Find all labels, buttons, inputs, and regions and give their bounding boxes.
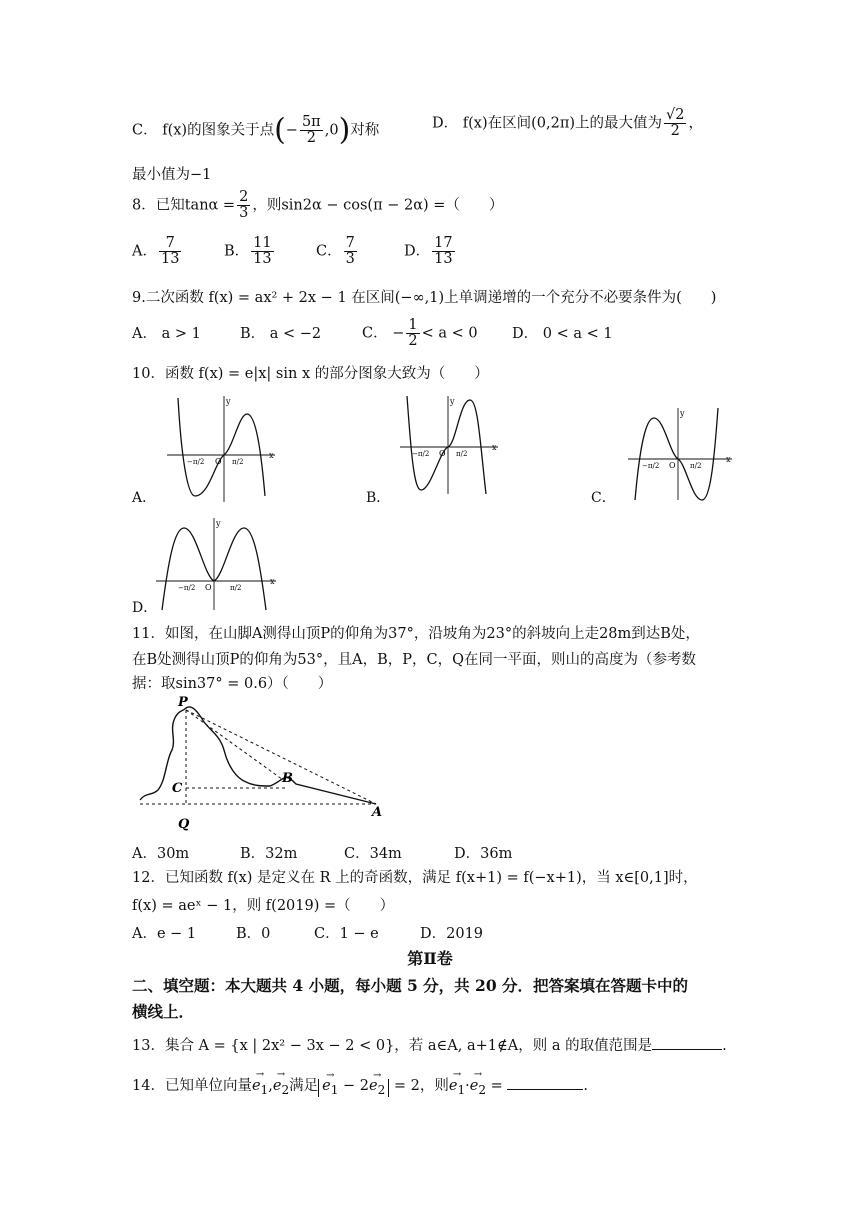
- q11-line3: 据：取sin37° = 0.6）（ ）: [132, 676, 333, 692]
- q7-c-point-frac: [300, 115, 323, 146]
- q7-c-text-post: 对称: [350, 122, 380, 139]
- option-label: C．: [362, 325, 388, 342]
- dashed-pb: [186, 710, 286, 782]
- option-frac: [406, 318, 419, 349]
- origin-label: O: [669, 461, 676, 470]
- axis-x-label: x: [726, 455, 731, 464]
- q10-graph-a: [165, 392, 280, 504]
- q12-option-c: C．1 − e: [314, 926, 379, 942]
- tick-pos: π/2: [230, 584, 242, 592]
- frac-num: 7: [345, 235, 355, 251]
- axis-x-label: x: [269, 451, 274, 460]
- q12-line1: 12．已知函数 f(x) 是定义在 R 上的奇函数，满足 f(x+1) = f(−x+1)，当 x∈[0,1]时，: [132, 870, 698, 886]
- tick-pos: π/2: [232, 458, 244, 466]
- frac-den: 13: [253, 251, 272, 268]
- option-label: A．: [132, 243, 157, 260]
- q8-option-b: [224, 236, 316, 267]
- frac-den: 2: [408, 333, 418, 350]
- axis-y-label: y: [680, 409, 685, 418]
- q14-text-post: =: [490, 1078, 508, 1094]
- frac-num: 1: [408, 317, 418, 333]
- axis-x-label: x: [270, 577, 275, 586]
- option-label: B．: [224, 243, 250, 260]
- q12-options: [132, 922, 483, 943]
- tick-pos: π/2: [456, 450, 468, 458]
- q9-option-c: C． − $\frac{1}{2}$ < a < 0: [362, 317, 478, 350]
- origin-label: O: [439, 449, 446, 458]
- option-frac: [344, 236, 357, 267]
- q8-stem: [132, 190, 503, 221]
- axis-x-label: x: [492, 443, 497, 452]
- option-frac: [432, 236, 454, 267]
- curve: [407, 396, 486, 494]
- q8-tan-frac: [237, 190, 250, 221]
- paren-left: (: [274, 112, 286, 148]
- q10-graph-d: [152, 514, 280, 612]
- label-q: Q: [178, 817, 190, 832]
- label-c: C: [172, 781, 183, 796]
- axis-y-label: y: [450, 397, 455, 406]
- q8-options: [132, 236, 457, 267]
- frac-den: 2: [306, 130, 316, 147]
- paren-right: ): [338, 112, 351, 148]
- q14-end: .: [583, 1078, 589, 1094]
- origin-label: O: [205, 583, 212, 592]
- section-heading-2: 横线上．: [132, 1002, 195, 1021]
- q10-graph-c: [626, 404, 736, 502]
- q9-option-d: D． 0 < a < 1: [512, 325, 613, 342]
- frac-den: 3: [345, 251, 355, 268]
- q8-stem-post: ，则sin2α − cos(π − 2α) =（ ）: [252, 197, 504, 214]
- q7-d-max-frac: [664, 108, 686, 139]
- curve: [635, 408, 718, 500]
- q14-answer-blank[interactable]: [507, 1088, 583, 1090]
- q10-graph-b: [398, 392, 502, 496]
- q14: 14．已知单位向量→ $e_1,\to e_2$满足→ $e_1 - 2\to e_2 = 2$，则→ $e_1\cdot\to e_2$ = .: [132, 1074, 588, 1097]
- q7-option-c: C． f(x)的图象关于点(− $\frac{5\pi}{2}$ ,0)对称: [132, 112, 380, 148]
- q10-stem: 10．函数 f(x) = e|x| sin x 的部分图象大致为（ ）: [132, 366, 489, 382]
- q10-label-d: D．: [132, 600, 158, 616]
- label-a: A: [372, 805, 383, 820]
- q12-option-a: A．e − 1: [132, 926, 197, 942]
- option-frac: [251, 236, 273, 267]
- vec-e1: → $e_1$: [322, 1079, 338, 1097]
- q11-options: [132, 842, 512, 863]
- option-text: < a < 0: [421, 325, 478, 342]
- curve: [178, 398, 265, 496]
- frac-num: 7: [159, 236, 181, 252]
- q14-text-eq: = 2，则: [393, 1078, 449, 1094]
- frac-num: √2: [666, 107, 685, 123]
- q14-text-pre: 14．已知单位向量: [132, 1078, 252, 1094]
- vec-e2: → $e_2$: [470, 1078, 486, 1097]
- section-heading-1: 二、填空题：本大题共 4 小题，每小题 5 分，共 20 分．把答案填在答题卡中的: [132, 976, 689, 995]
- q8-option-a: [132, 236, 224, 267]
- vec-e1: → $e_1$: [252, 1078, 268, 1097]
- q10-label-b: B．: [366, 490, 391, 506]
- q7-c-text: f(x)的图象关于点: [162, 122, 275, 139]
- q7-d-label: D．: [432, 115, 459, 132]
- vec-e1: → $e_1$: [449, 1078, 465, 1097]
- vec-e2: → $e_2$: [273, 1078, 289, 1097]
- q8-stem-pre: 8．已知tanα =: [132, 197, 236, 214]
- origin-label: O: [215, 457, 222, 466]
- q7-c-label: C．: [132, 122, 158, 139]
- q11-option-b: B．32m: [240, 846, 298, 862]
- frac-num: 11: [253, 235, 272, 251]
- q11-line2: 在B处测得山顶P的仰角为53°，且A，B，P，C，Q在同一平面，则山的高度为（参考数: [132, 652, 696, 668]
- q13-answer-blank[interactable]: [652, 1048, 722, 1050]
- frac-den: 3: [239, 205, 249, 222]
- q11-option-d: D．36m: [454, 846, 513, 862]
- q8-option-c: [316, 236, 404, 267]
- tick-neg: −π/2: [187, 458, 205, 466]
- q9-option-a: A． a > 1: [132, 325, 201, 342]
- vec-e2: → $e_2$: [369, 1079, 385, 1097]
- q12-option-b: B．0: [236, 926, 271, 942]
- q12-line2: f(x) = aeˣ − 1，则 f(2019) =（ ）: [132, 898, 395, 914]
- q10-label-c: C．: [591, 490, 616, 506]
- q7-option-d: [432, 108, 703, 139]
- tick-neg: −π/2: [178, 584, 196, 592]
- option-label: D．: [404, 243, 431, 260]
- abs-expression: → $e_1 - 2\to e_2$: [318, 1079, 389, 1097]
- q9-option-b: B． a < −2: [240, 325, 322, 342]
- q7-d-text: f(x)在区间(0,2π)上的最大值为: [462, 115, 663, 132]
- q11-line1: 11．如图，在山脚A测得山顶P的仰角为37°，沿坡角为23°的斜坡向上走28m到达B处，: [132, 626, 700, 642]
- q11-option-a: A．30m: [132, 846, 190, 862]
- frac-den: 13: [434, 251, 453, 268]
- section-title: 第Ⅱ卷: [407, 949, 453, 968]
- tick-neg: −π/2: [642, 462, 660, 470]
- frac-num: 2: [239, 189, 249, 205]
- label-p: P: [178, 696, 188, 710]
- q12-option-d: D．2019: [420, 926, 484, 942]
- label-b: B: [282, 771, 293, 786]
- dashed-pa: [186, 710, 376, 804]
- q13-end: .: [722, 1038, 727, 1054]
- frac-den: 13: [160, 251, 180, 268]
- q7-d-continuation: 最小值为−1: [132, 167, 212, 183]
- frac-num: 5π: [301, 114, 321, 130]
- q10-label-a: A．: [132, 490, 157, 506]
- frac-den: 2: [670, 123, 680, 140]
- q9-stem: 9.二次函数 f(x) = ax² + 2x − 1 在区间(−∞,1)上单调递增的一个充分不必要条件为( ): [132, 290, 717, 306]
- option-label: C．: [316, 243, 342, 260]
- q14-text-mid: 满足: [289, 1078, 319, 1094]
- tick-pos: π/2: [690, 462, 702, 470]
- q11-figure: [136, 696, 396, 836]
- q13-text: 13．集合 A = {x | 2x² − 3x − 2 < 0}，若 a∈A, a+1∉A，则 a 的取值范围是: [132, 1038, 653, 1054]
- q13: [132, 1034, 727, 1055]
- axis-y-label: y: [226, 397, 231, 406]
- axis-y-label: y: [216, 519, 221, 528]
- q7-d-text-post: ，: [688, 115, 703, 132]
- q9-options: [132, 318, 613, 349]
- q8-option-d: [404, 236, 457, 267]
- tick-neg: −π/2: [412, 450, 430, 458]
- option-frac: [159, 236, 181, 267]
- q11-option-c: C．34m: [344, 846, 402, 862]
- frac-num: 17: [434, 235, 453, 251]
